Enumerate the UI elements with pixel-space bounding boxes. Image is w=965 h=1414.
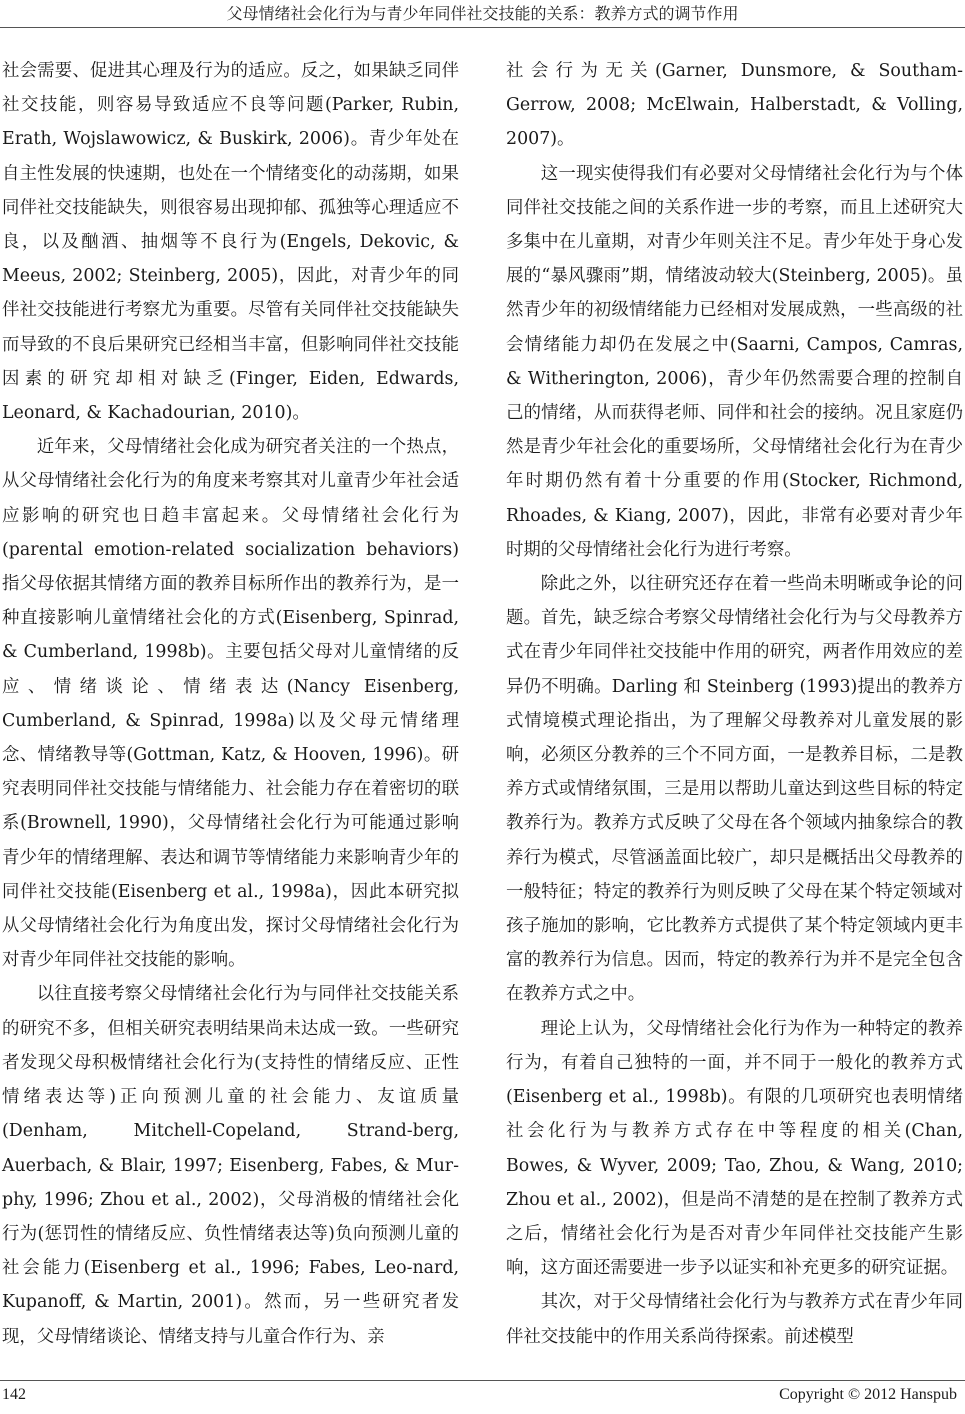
left-paragraph-1: 社会需要、促进其心理及行为的适应。反之，如果缺乏同伴社交技能，则容易导致适应不良等问题(Parker, Rubin, Erath, Wojslawowicz, & Buskirk, 2006)。青少年处在自主性发展的快速期，也处在一个情绪变化的动荡期，如果同伴社交技能缺失，则很容易出现抑郁、孤独等心理适应不良，以及酗酒、抽烟等不良行为(Engels, Dekovic, & Meeus, 2002; Steinberg, 2005)，因此，对青少年的同伴社交技能进行考察尤为重要。尽管有关同伴社交技能缺失而导致的不良后果研究已经相当丰富，但影响同伴社交技能因素的研究却相对缺乏(Finger, Eiden, Edwards, Leonard, & Kachadourian, 2010)。 (2, 61, 459, 424)
left-column (2, 54, 459, 1354)
right-column (506, 54, 963, 1354)
header-divider (0, 27, 965, 28)
right-paragraph-3: 除此之外，以往研究还存在着一些尚未明晰或争论的问题。首先，缺乏综合考察父母情绪社会化行为与父母教养方式在青少年同伴社交技能中作用的研究，两者作用效应的差异仍不明确。Darling 和 Steinberg (1993)提出的教养方式情境模式理论指出，为了理解父母教养对儿童发展的影响，必须区分教养的三个不同方面，一是教养目标，二是教养方式或情绪氛围，三是用以帮助儿童达到这些目标的特定教养行为。教养方式反映了父母在各个领域内抽象综合的教养行为模式，尽管涵盖面比较广，却只是概括出父母教养的一般特征；特定的教养行为则反映了父母在某个特定领域对孩子施加的影响，它比教养方式提供了某个特定领域内更丰富的教养行为信息。因而，特定的教养行为并不是完全包含在教养方式之中。 (506, 574, 963, 1005)
right-paragraph-4: 理论上认为，父母情绪社会化行为作为一种特定的教养行为，有着自己独特的一面，并不同于一般化的教养方式(Eisenberg et al., 1998b)。有限的几项研究也表明情绪社会化行为与教养方式存在中等程度的相关(Chan, Bowes, & Wyver, 2009; Tao, Zhou, & Wang, 2010; Zhou et al., 2002)，但是尚不清楚的是在控制了教养方式之后，情绪社会化行为是否对青少年同伴社交技能产生影响，这方面还需要进一步予以证实和补充更多的研究证据。 (506, 1018, 963, 1279)
left-paragraph-3: 以往直接考察父母情绪社会化行为与同伴社交技能关系的研究不多，但相关研究表明结果尚未达成一致。一些研究者发现父母积极情绪社会化行为(支持性的情绪反应、正性情绪表达等)正向预测儿童的社会能力、友谊质量(Denham, Mitchell-Copeland, Strand-berg, Auerbach, & Blair, 1997; Eisenberg, Fabes, & Mur-phy, 1996; Zhou et al., 2002)，父母消极的情绪社会化行为(惩罚性的情绪反应、负性情绪表达等)负向预测儿童的社会能力(Eisenberg et al., 1996; Fabes, Leo-nard, Kupanoff, & Martin, 2001)。然而，另一些研究者发现，父母情绪谈论、情绪支持与儿童合作行为、亲 (2, 984, 459, 1347)
right-paragraph-1: 社会行为无关(Garner, Dunsmore, & Southam-Gerrow, 2008; McElwain, Halberstadt, & Volling, 2007)。 (506, 61, 963, 150)
left-paragraph-2: 近年来，父母情绪社会化成为研究者关注的一个热点，从父母情绪社会化行为的角度来考察其对儿童青少年社会适应影响的研究也日趋丰富起来。父母情绪社会化行为(parental emotion-related socialization behaviors)指父母依据其情绪方面的教养目标所作出的教养行为，是一种直接影响儿童情绪社会化的方式(Eisenberg, Spinrad, & Cumberland, 1998b)。主要包括父母对儿童情绪的反应、情绪谈论、情绪表达(Nancy Eisenberg, Cumberland, & Spinrad, 1998a)以及父母元情绪理念、情绪教导等(Gottman, Katz, & Hooven, 1996)。研究表明同伴社交技能与情绪能力、社会能力存在着密切的联系(Brownell, 1990)，父母情绪社会化行为可能通过影响青少年的情绪理解、表达和调节等情绪能力来影响青少年的同伴社交技能(Eisenberg et al., 1998a)，因此本研究拟从父母情绪社会化行为角度出发，探讨父母情绪社会化行为对青少年同伴社交技能的影响。 (2, 437, 459, 971)
right-paragraph-5: 其次，对于父母情绪社会化行为与教养方式在青少年同伴社交技能中的作用关系尚待探索。前述模型 (506, 1292, 963, 1347)
page-number: 142 (2, 1386, 26, 1403)
right-paragraph-2: 这一现实使得我们有必要对父母情绪社会化行为与个体同伴社交技能之间的关系作进一步的考察，而且上述研究大多集中在儿童期，对青少年则关注不足。青少年处于身心发展的“暴风骤雨”期，情绪波动较大(Steinberg, 2005)。虽然青少年的初级情绪能力已经相对发展成熟，一些高级的社会情绪能力却仍在发展之中(Saarni, Campos, Camras, & Witherington, 2006)，青少年仍然需要合理的控制自己的情绪，从而获得老师、同伴和社会的接纳。况且家庭仍然是青少年社会化的重要场所，父母情绪社会化行为在青少年时期仍然有着十分重要的作用(Stocker, Richmond, Rhoades, & Kiang, 2007)，因此，非常有必要对青少年时期的父母情绪社会化行为进行考察。 (506, 163, 963, 560)
footer-divider (0, 1380, 965, 1381)
running-header-title: 父母情绪社会化行为与青少年同伴社交技能的关系：教养方式的调节作用 (226, 4, 739, 23)
copyright-notice: Copyright © 2012 Hanspub (779, 1386, 957, 1403)
